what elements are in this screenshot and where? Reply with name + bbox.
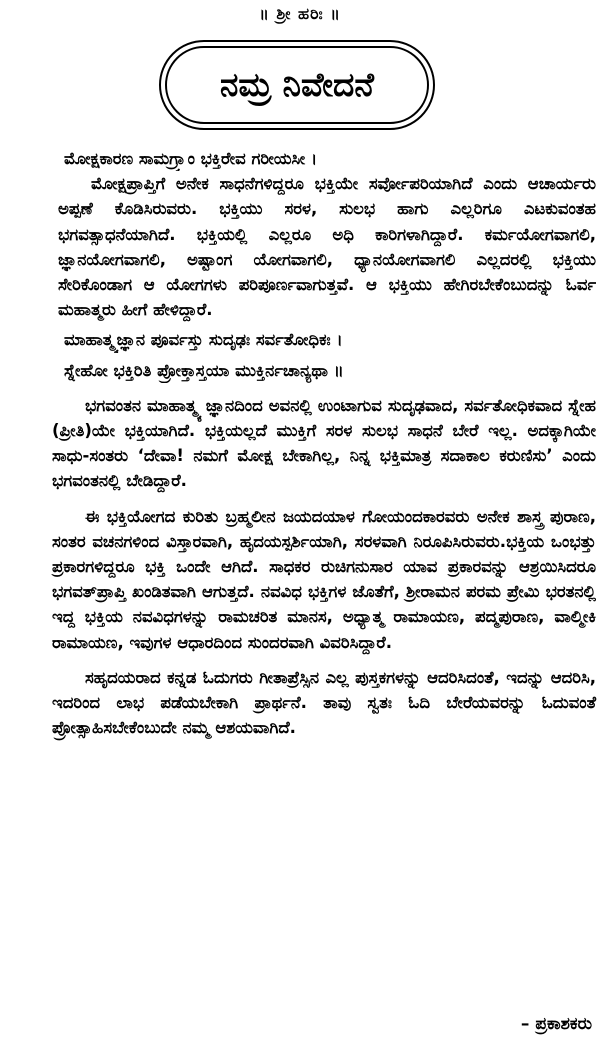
verse-line-2: ಮಾಹಾತ್ಮ್ಯಜ್ಞಾನ ಪೂರ್ವಸ್ತು ಸುದೃಢಃ ಸರ್ವತೋಧಿಕಃ । (64, 330, 343, 350)
page-title: ನಮ್ರ ನಿವೇದನೆ (219, 65, 375, 104)
paragraph-2: ಭಗವಂತನ ಮಾಹಾತ್ಮ್ಯ ಜ್ಞಾನದಿಂದ ಅವನಲ್ಲಿ ಉಂಟಾಗುವ ಸುದೃಢವಾದ, ಸರ್ವತೋಧಿಕವಾದ ಸ್ನೇಹ (ಪ್ರೀತಿ)ಯೇ ಭಕ್ತಿಯಾಗಿದೆ. ಭಕ್ತಿಯಲ್ಲದೆ ಮುಕ್ತಿಗೆ ಸರಳ ಸುಲಭ ಸಾಧನೆ ಬೇರೆ ಇಲ್ಲ. ಅದಕ್ಕಾಗಿಯೇ ಸಾಧು-ಸಂತರು ‘ದೇವಾ! ನಮಗೆ ಮೋಕ್ಷ ಬೇಕಾಗಿಲ್ಲ, ನಿನ್ನ ಭಕ್ತಿಮಾತ್ರ ಸದಾಕಾಲ ಕರುಣಿಸು’ ಎಂದು ಭಗವಂತನಲ್ಲಿ ಬೇಡಿದ್ದಾರೆ. (52, 395, 596, 491)
verse-line-1: ಮೋಕ್ಷಕಾರಣ ಸಾಮಗ್ರ್ಯಾಂ ಭಕ್ತಿರೇವ ಗರೀಯಸೀ । (64, 149, 318, 168)
publisher-signature: – ಪ್ರಕಾಶಕರು (520, 1014, 592, 1034)
invocation-heading: ॥ ಶ್ರೀ ಹರಿಃ ॥ (259, 4, 341, 23)
paragraph-1: ಮೋಕ್ಷಪ್ರಾಪ್ತಿಗೆ ಅನೇಕ ಸಾಧನೆಗಳಿದ್ದರೂ ಭಕ್ತಿಯೇ ಸರ್ವೋಪರಿಯಾಗಿದೆ ಎಂದು ಆಚಾರ್ಯರು ಅಪ್ಪಣೆ ಕೊಡಿಸಿರುವರು. ಭಕ್ತಿಯು ಸರಳ, ಸುಲಭ ಹಾಗು ಎಲ್ಲರಿಗೂ ಎಟಕುವಂತಹ ಭಗವತ್ಸಾಧನೆಯಾಗಿದೆ. ಭಕ್ತಿಯಲ್ಲಿ ಎಲ್ಲರೂ ಅಧಿ ಕಾರಿಗಳಾಗಿದ್ದಾರೆ. ಕರ್ಮಯೋಗವಾಗಲಿ, ಜ್ಞಾನಯೋಗವಾಗಲಿ, ಅಷ್ಟಾಂಗ ಯೋಗವಾಗಲಿ, ಧ್ಯಾನಯೋಗವಾಗಲಿ ಎಲ್ಲದರಲ್ಲಿ ಭಕ್ತಿಯು ಸೇರಿಕೊಂಡಾಗ ಆ ಯೋಗಗಳು ಪರಿಪೂರ್ಣವಾಗುತ್ತವೆ. ಆ ಭಕ್ತಿಯು ಹೇಗಿರಬೇಕೆಂಬುದನ್ನು ಓರ್ವ ಮಹಾತ್ಮರು ಹೀಗೆ ಹೇಳಿದ್ದಾರೆ. (58, 174, 596, 320)
paragraph-4: ಸಹೃದಯರಾದ ಕನ್ನಡ ಓದುಗರು ಗೀತಾಪ್ರೆಸ್ಸಿನ ಎಲ್ಲ ಪುಸ್ತಕಗಳನ್ನು ಆದರಿಸಿದಂತೆ, ಇದನ್ನು ಆದರಿಸಿ, ಇದರಿಂದ ಲಾಭ ಪಡೆಯಬೇಕಾಗಿ ಪ್ರಾರ್ಥನೆ. ತಾವು ಸ್ವತಃ ಓದಿ ಬೇರೆಯವರನ್ನು ಓದುವಂತೆ ಪ್ರೋತ್ಸಾಹಿಸಬೇಕೆಂಬುದೇ ನಮ್ಮ ಆಶಯವಾಗಿದೆ. (52, 667, 596, 738)
title-frame (165, 46, 429, 124)
preface-body (52, 146, 596, 740)
paragraph-3: ಈ ಭಕ್ತಿಯೋಗದ ಕುರಿತು ಬ್ರಹ್ಮಲೀನ ಜಯದಯಾಳ ಗೋಯಂದಕಾರವರು ಅನೇಕ ಶಾಸ್ತ್ರ ಪುರಾಣ, ಸಂತರ ವಚನಗಳಿಂದ ವಿಸ್ತಾರವಾಗಿ, ಹೃದಯಸ್ಪರ್ಶಿಯಾಗಿ, ಸರಳವಾಗಿ ನಿರೂಪಿಸಿರುವರು.ಭಕ್ತಿಯ ಒಂಭತ್ತು ಪ್ರಕಾರಗಳಿದ್ದರೂ ಭಕ್ತಿ ಒಂದೇ ಆಗಿದೆ. ಸಾಧಕರ ರುಚಿಗನುಸಾರ ಯಾವ ಪ್ರಕಾರವನ್ನು ಆಶ್ರಯಿಸಿದರೂ ಭಗವತ್‌ಪ್ರಾಪ್ತಿ ಖಂಡಿತವಾಗಿ ಆಗುತ್ತದೆ. ನವವಿಧ ಭಕ್ತಿಗಳ ಜೊತೆಗೆ, ಶ್ರೀರಾಮನ ಪರಮ ಪ್ರೇಮಿ ಭರತನಲ್ಲಿ ಇದ್ದ ಭಕ್ತಿಯ ನವವಿಧಗಳನ್ನು ರಾಮಚರಿತ ಮಾನಸ, ಅಧ್ಯಾತ್ಮ ರಾಮಾಯಣ, ಪದ್ಮಪುರಾಣ, ವಾಲ್ಮೀಕಿ ರಾಮಾಯಣ, ಇವುಗಳ ಆಧಾರದಿಂದ ಸುಂದರವಾಗಿ ವಿವರಿಸಿದ್ದಾರೆ. (52, 506, 596, 652)
verse-line-3: ಸ್ನೇಹೋ ಭಕ್ತಿರಿತಿ ಪ್ರೋಕ್ತಾಸ್ತಯಾ ಮುಕ್ತಿರ್ನಚಾನ್ಯಥಾ ॥ (64, 360, 344, 380)
